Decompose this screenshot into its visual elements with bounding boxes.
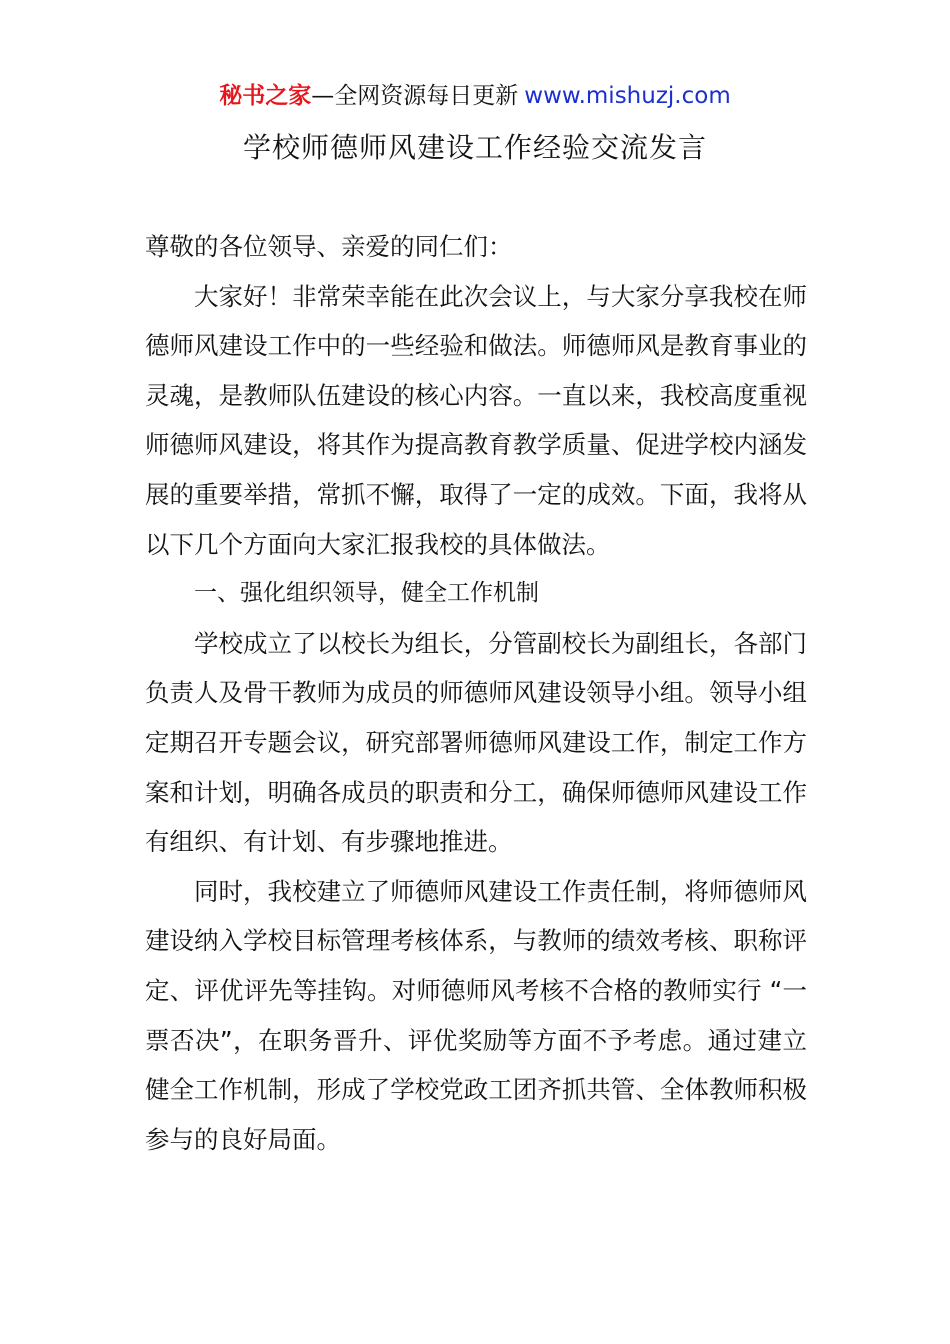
paragraph-mechanism: 同时，我校建立了师德师风建设工作责任制，将师德师风建设纳入学校目标管理考核体系，与教师的绩效考核、职称评定、评优评先等挂钩。对师德师风考核不合格的教师实行 “一票否决”，在职务晋升、评优奖励等方面不予考虑。通过建立健全工作机制，形成了学校党政工团齐抓共管、全体教师积极参与的良好局面。 [145, 876, 807, 1154]
document-body [145, 222, 807, 1164]
header-tagline: —全网资源每日更新 [311, 83, 519, 109]
paragraph-intro: 大家好！非常荣幸能在此次会议上，与大家分享我校在师德师风建设工作中的一些经验和做法。师德师风是教育事业的灵魂，是教师队伍建设的核心内容。一直以来，我校高度重视师德师风建设，将其作为提高教育教学质量、促进学校内涵发展的重要举措，常抓不懈，取得了一定的成效。下面，我将从以下几个方面向大家汇报我校的具体做法。 [145, 281, 807, 559]
salutation: 尊敬的各位领导、亲爱的同仁们： [145, 232, 513, 261]
site-header [0, 80, 950, 112]
section-heading-1: 一、强化组织领导，健全工作机制 [194, 580, 539, 607]
paragraph-leadership: 学校成立了以校长为组长，分管副校长为副组长，各部门负责人及骨干教师为成员的师德师风建设领导小组。领导小组定期召开专题会议，研究部署师德师风建设工作，制定工作方案和计划，明确各成员的职责和分工，确保师德师风建设工作有组织、有计划、有步骤地推进。 [145, 628, 807, 857]
document-title: 学校师德师风建设工作经验交流发言 [242, 131, 707, 164]
site-url-link[interactable]: www.mishuzj.com [524, 83, 731, 109]
brand-name: 秘书之家 [219, 83, 312, 109]
